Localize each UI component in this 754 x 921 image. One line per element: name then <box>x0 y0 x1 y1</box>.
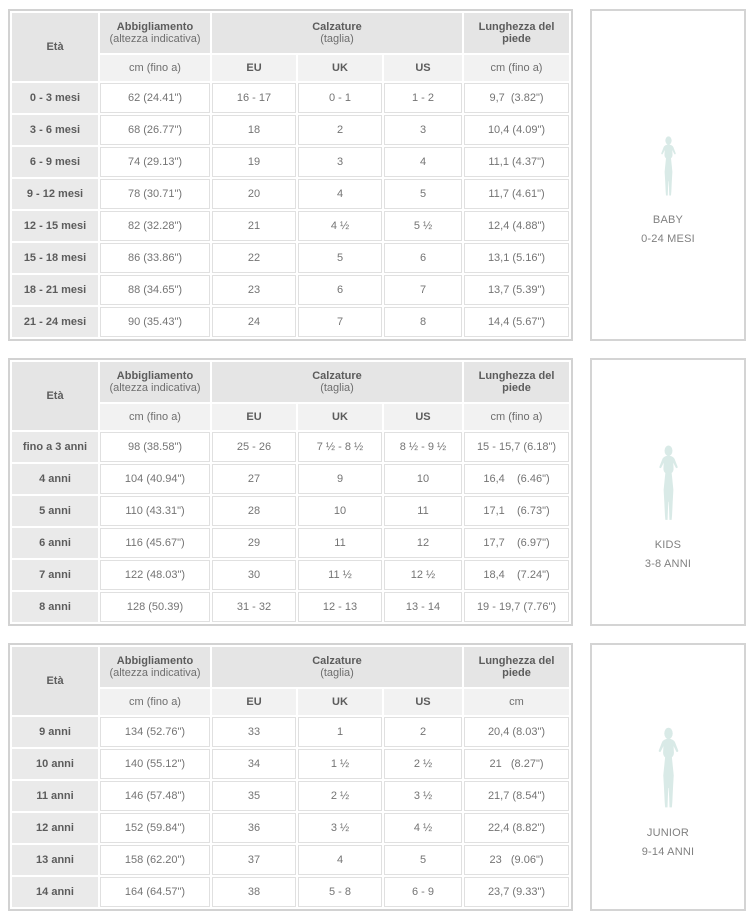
foot-length-cell: 12,4 (4.88") <box>464 211 569 241</box>
eu-size-cell: 18 <box>212 115 296 145</box>
age-cell: 11 anni <box>12 781 98 811</box>
foot-length-title: Lunghezza del piede <box>478 655 555 679</box>
foot-unit-header: cm <box>464 689 569 715</box>
table-row <box>12 813 569 843</box>
category-label <box>642 824 695 861</box>
uk-size-cell: 12 - 13 <box>298 592 382 622</box>
category-title: KIDS <box>654 538 682 551</box>
table-row <box>12 211 569 241</box>
col-header-age: Età <box>12 647 98 715</box>
uk-size-cell: 11 <box>298 528 382 558</box>
table-row <box>12 845 569 875</box>
clothing-height-cell: 74 (29.13") <box>100 147 210 177</box>
shoes-title: Calzature <box>312 655 362 667</box>
foot-length-title: Lunghezza del piede <box>478 21 555 45</box>
us-size-cell: 3 <box>384 115 462 145</box>
eu-size-cell: 35 <box>212 781 296 811</box>
us-size-cell: 6 - 9 <box>384 877 462 907</box>
age-cell: 12 anni <box>12 813 98 843</box>
uk-size-cell: 10 <box>298 496 382 526</box>
table-row <box>12 432 569 462</box>
category-panel-junior <box>590 643 746 911</box>
uk-column-header: UK <box>298 404 382 430</box>
us-size-cell: 12 ½ <box>384 560 462 590</box>
clothing-height-cell: 78 (30.71") <box>100 179 210 209</box>
eu-size-cell: 19 <box>212 147 296 177</box>
clothing-height-cell: 122 (48.03") <box>100 560 210 590</box>
clothing-unit-header: cm (fino a) <box>100 55 210 81</box>
clothing-height-cell: 62 (24.41") <box>100 83 210 113</box>
eu-size-cell: 28 <box>212 496 296 526</box>
us-column-header: US <box>384 404 462 430</box>
eu-size-cell: 38 <box>212 877 296 907</box>
age-cell: 21 - 24 mesi <box>12 307 98 337</box>
clothing-height-cell: 146 (57.48") <box>100 781 210 811</box>
eu-size-cell: 20 <box>212 179 296 209</box>
category-label <box>641 211 695 248</box>
clothing-height-cell: 110 (43.31") <box>100 496 210 526</box>
eu-size-cell: 29 <box>212 528 296 558</box>
us-size-cell: 13 - 14 <box>384 592 462 622</box>
table-row <box>12 179 569 209</box>
shoes-subtitle: (taglia) <box>320 667 354 679</box>
uk-size-cell: 6 <box>298 275 382 305</box>
clothing-unit-header: cm (fino a) <box>100 689 210 715</box>
size-section-junior <box>8 643 746 911</box>
table-row <box>12 749 569 779</box>
age-cell: fino a 3 anni <box>12 432 98 462</box>
foot-length-cell: 21,7 (8.54") <box>464 781 569 811</box>
category-panel-kids <box>590 358 746 626</box>
eu-size-cell: 33 <box>212 717 296 747</box>
eu-size-cell: 34 <box>212 749 296 779</box>
age-cell: 5 anni <box>12 496 98 526</box>
foot-length-cell: 11,1 (4.37") <box>464 147 569 177</box>
eu-column-header: EU <box>212 689 296 715</box>
foot-length-cell: 9,7 (3.82") <box>464 83 569 113</box>
us-size-cell: 5 <box>384 845 462 875</box>
clothing-height-cell: 86 (33.86") <box>100 243 210 273</box>
eu-size-cell: 37 <box>212 845 296 875</box>
category-age-range: 3-8 ANNI <box>644 557 692 570</box>
foot-length-cell: 16,4 (6.46") <box>464 464 569 494</box>
age-cell: 14 anni <box>12 877 98 907</box>
uk-size-cell: 7 <box>298 307 382 337</box>
clothing-height-cell: 116 (45.67") <box>100 528 210 558</box>
category-age-range: 0-24 MESI <box>641 232 695 245</box>
clothing-title: Abbigliamento <box>116 21 194 33</box>
table-row <box>12 307 569 337</box>
uk-size-cell: 7 ½ - 8 ½ <box>298 432 382 462</box>
clothing-height-cell: 98 (38.58") <box>100 432 210 462</box>
us-size-cell: 11 <box>384 496 462 526</box>
clothing-subtitle: (altezza indicativa) <box>109 667 201 679</box>
shoes-subtitle: (taglia) <box>320 382 354 394</box>
foot-length-cell: 18,4 (7.24") <box>464 560 569 590</box>
eu-size-cell: 23 <box>212 275 296 305</box>
foot-unit-header: cm (fino a) <box>464 55 569 81</box>
clothing-height-cell: 140 (55.12") <box>100 749 210 779</box>
header-row <box>12 647 569 687</box>
us-column-header: US <box>384 689 462 715</box>
shoes-subtitle: (taglia) <box>320 33 354 45</box>
table-row <box>12 147 569 177</box>
col-header-age: Età <box>12 362 98 430</box>
clothing-height-cell: 90 (35.43") <box>100 307 210 337</box>
foot-length-cell: 13,1 (5.16") <box>464 243 569 273</box>
clothing-subtitle: (altezza indicativa) <box>109 33 201 45</box>
table-row <box>12 83 569 113</box>
col-header-clothing <box>100 362 210 402</box>
size-table-baby <box>8 9 573 341</box>
clothing-title: Abbigliamento <box>116 370 194 382</box>
category-title: BABY <box>652 213 684 226</box>
size-section-baby <box>8 9 746 341</box>
uk-size-cell: 3 ½ <box>298 813 382 843</box>
us-size-cell: 6 <box>384 243 462 273</box>
us-size-cell: 12 <box>384 528 462 558</box>
table-row <box>12 781 569 811</box>
age-cell: 0 - 3 mesi <box>12 83 98 113</box>
uk-size-cell: 1 ½ <box>298 749 382 779</box>
clothing-height-cell: 158 (62.20") <box>100 845 210 875</box>
us-size-cell: 2 ½ <box>384 749 462 779</box>
age-cell: 7 anni <box>12 560 98 590</box>
clothing-height-cell: 152 (59.84") <box>100 813 210 843</box>
us-size-cell: 10 <box>384 464 462 494</box>
age-cell: 6 - 9 mesi <box>12 147 98 177</box>
foot-length-cell: 22,4 (8.82") <box>464 813 569 843</box>
foot-length-cell: 17,1 (6.73") <box>464 496 569 526</box>
eu-column-header: EU <box>212 404 296 430</box>
us-size-cell: 7 <box>384 275 462 305</box>
uk-size-cell: 5 <box>298 243 382 273</box>
shoes-title: Calzature <box>312 21 362 33</box>
clothing-title: Abbigliamento <box>116 655 194 667</box>
us-size-cell: 2 <box>384 717 462 747</box>
header-row <box>12 362 569 402</box>
foot-length-cell: 23 (9.06") <box>464 845 569 875</box>
uk-column-header: UK <box>298 689 382 715</box>
eu-size-cell: 16 - 17 <box>212 83 296 113</box>
us-size-cell: 8 <box>384 307 462 337</box>
foot-length-cell: 19 - 19,7 (7.76") <box>464 592 569 622</box>
foot-length-cell: 17,7 (6.97") <box>464 528 569 558</box>
foot-unit-header: cm (fino a) <box>464 404 569 430</box>
clothing-unit-header: cm (fino a) <box>100 404 210 430</box>
us-size-cell: 5 ½ <box>384 211 462 241</box>
uk-size-cell: 9 <box>298 464 382 494</box>
us-size-cell: 4 <box>384 147 462 177</box>
age-cell: 18 - 21 mesi <box>12 275 98 305</box>
age-cell: 9 anni <box>12 717 98 747</box>
table-row <box>12 496 569 526</box>
clothing-height-cell: 88 (34.65") <box>100 275 210 305</box>
uk-size-cell: 4 ½ <box>298 211 382 241</box>
foot-length-title: Lunghezza del piede <box>478 370 555 394</box>
clothing-height-cell: 68 (26.77") <box>100 115 210 145</box>
eu-size-cell: 25 - 26 <box>212 432 296 462</box>
age-cell: 3 - 6 mesi <box>12 115 98 145</box>
size-table-junior <box>8 643 573 911</box>
uk-size-cell: 0 - 1 <box>298 83 382 113</box>
col-header-shoes <box>212 647 462 687</box>
uk-size-cell: 4 <box>298 179 382 209</box>
child-silhouette-icon <box>653 727 684 811</box>
foot-length-cell: 13,7 (5.39") <box>464 275 569 305</box>
clothing-height-cell: 82 (32.28") <box>100 211 210 241</box>
col-header-foot-length <box>464 647 569 687</box>
child-silhouette-icon <box>657 136 680 198</box>
category-title: JUNIOR <box>646 826 690 839</box>
us-size-cell: 4 ½ <box>384 813 462 843</box>
foot-length-cell: 15 - 15,7 (6.18") <box>464 432 569 462</box>
col-header-shoes <box>212 362 462 402</box>
age-cell: 12 - 15 mesi <box>12 211 98 241</box>
us-size-cell: 5 <box>384 179 462 209</box>
table-row <box>12 877 569 907</box>
uk-size-cell: 3 <box>298 147 382 177</box>
eu-size-cell: 24 <box>212 307 296 337</box>
col-header-clothing <box>100 13 210 53</box>
uk-size-cell: 2 <box>298 115 382 145</box>
us-size-cell: 8 ½ - 9 ½ <box>384 432 462 462</box>
age-cell: 13 anni <box>12 845 98 875</box>
eu-size-cell: 31 - 32 <box>212 592 296 622</box>
uk-size-cell: 2 ½ <box>298 781 382 811</box>
clothing-height-cell: 134 (52.76") <box>100 717 210 747</box>
eu-size-cell: 30 <box>212 560 296 590</box>
age-cell: 6 anni <box>12 528 98 558</box>
foot-length-cell: 21 (8.27") <box>464 749 569 779</box>
table-row <box>12 592 569 622</box>
foot-length-cell: 23,7 (9.33") <box>464 877 569 907</box>
age-cell: 8 anni <box>12 592 98 622</box>
header-row <box>12 13 569 53</box>
clothing-height-cell: 104 (40.94") <box>100 464 210 494</box>
eu-size-cell: 21 <box>212 211 296 241</box>
eu-size-cell: 22 <box>212 243 296 273</box>
us-size-cell: 3 ½ <box>384 781 462 811</box>
foot-length-cell: 10,4 (4.09") <box>464 115 569 145</box>
foot-length-cell: 20,4 (8.03") <box>464 717 569 747</box>
clothing-height-cell: 164 (64.57") <box>100 877 210 907</box>
table-row <box>12 528 569 558</box>
age-cell: 4 anni <box>12 464 98 494</box>
clothing-subtitle: (altezza indicativa) <box>109 382 201 394</box>
table-row <box>12 560 569 590</box>
child-silhouette-icon <box>654 445 683 523</box>
table-row <box>12 275 569 305</box>
col-header-clothing <box>100 647 210 687</box>
uk-size-cell: 5 - 8 <box>298 877 382 907</box>
col-header-age: Età <box>12 13 98 81</box>
eu-size-cell: 36 <box>212 813 296 843</box>
size-guide-page <box>8 9 746 911</box>
size-table-kids <box>8 358 573 626</box>
category-panel-baby <box>590 9 746 341</box>
category-age-range: 9-14 ANNI <box>641 845 695 858</box>
size-section-kids <box>8 358 746 626</box>
us-column-header: US <box>384 55 462 81</box>
category-label <box>645 536 691 573</box>
age-cell: 15 - 18 mesi <box>12 243 98 273</box>
clothing-height-cell: 128 (50.39) <box>100 592 210 622</box>
eu-column-header: EU <box>212 55 296 81</box>
shoes-title: Calzature <box>312 370 362 382</box>
uk-size-cell: 1 <box>298 717 382 747</box>
uk-size-cell: 4 <box>298 845 382 875</box>
us-size-cell: 1 - 2 <box>384 83 462 113</box>
col-header-foot-length <box>464 13 569 53</box>
table-row <box>12 464 569 494</box>
table-row <box>12 717 569 747</box>
age-cell: 10 anni <box>12 749 98 779</box>
uk-size-cell: 11 ½ <box>298 560 382 590</box>
table-row <box>12 115 569 145</box>
col-header-shoes <box>212 13 462 53</box>
foot-length-cell: 11,7 (4.61") <box>464 179 569 209</box>
uk-column-header: UK <box>298 55 382 81</box>
table-row <box>12 243 569 273</box>
foot-length-cell: 14,4 (5.67") <box>464 307 569 337</box>
col-header-foot-length <box>464 362 569 402</box>
age-cell: 9 - 12 mesi <box>12 179 98 209</box>
eu-size-cell: 27 <box>212 464 296 494</box>
